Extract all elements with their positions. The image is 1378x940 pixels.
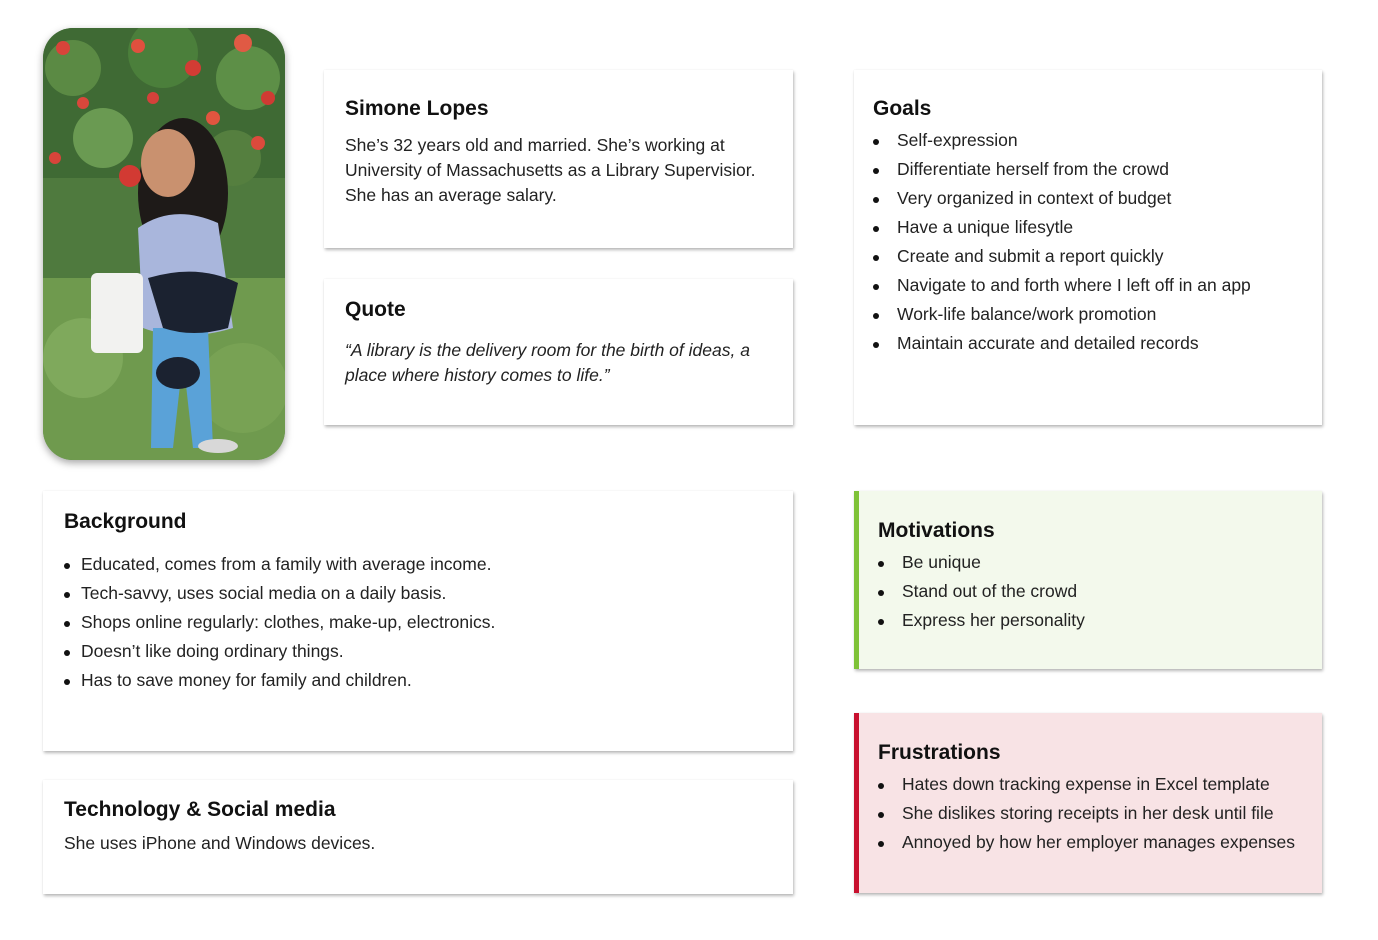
goals-card — [854, 70, 1322, 425]
background-item: Shops online regularly: clothes, make-up, electronics. — [64, 612, 773, 633]
motivations-list — [878, 552, 1312, 631]
goal-item: Have a unique lifesytle — [873, 217, 1312, 238]
technology-card — [43, 780, 793, 894]
goal-item: Maintain accurate and detailed records — [873, 333, 1312, 354]
frustration-item: Annoyed by how her employer manages expenses — [878, 832, 1314, 853]
motivations-title: Motivations — [878, 519, 995, 542]
goal-item: Differentiate herself from the crowd — [873, 159, 1312, 180]
frustrations-card — [854, 713, 1322, 893]
goals-list — [873, 130, 1312, 354]
frustration-item: She dislikes storing receipts in her desk until file — [878, 803, 1314, 824]
motivation-item: Express her personality — [878, 610, 1312, 631]
profile-card — [324, 70, 793, 248]
background-list — [64, 554, 773, 691]
quote-card — [324, 279, 793, 425]
motivation-item: Be unique — [878, 552, 1312, 573]
background-card — [43, 491, 793, 751]
frustrations-title: Frustrations — [878, 741, 1001, 764]
goals-title: Goals — [873, 97, 932, 120]
goal-item: Navigate to and forth where I left off in an app — [873, 275, 1312, 296]
persona-name: Simone Lopes — [345, 97, 489, 120]
motivation-item: Stand out of the crowd — [878, 581, 1312, 602]
persona-bio: She’s 32 years old and married. She’s working at University of Massachusetts as a Library Supervisior. She has an average salary. — [345, 135, 756, 205]
persona-photo — [43, 28, 285, 460]
quote-text: “A library is the delivery room for the birth of ideas, a place where history comes to life.” — [345, 340, 750, 385]
frustration-item: Hates down tracking expense in Excel template — [878, 774, 1314, 795]
goal-item: Self-expression — [873, 130, 1312, 151]
motivations-card — [854, 491, 1322, 669]
goal-item: Create and submit a report quickly — [873, 246, 1312, 267]
goal-item: Very organized in context of budget — [873, 188, 1312, 209]
quote-title: Quote — [345, 298, 406, 321]
goal-item: Work-life balance/work promotion — [873, 304, 1312, 325]
technology-text: She uses iPhone and Windows devices. — [64, 833, 376, 853]
persona-illustration — [43, 28, 285, 460]
background-item: Has to save money for family and children. — [64, 670, 773, 691]
background-item: Tech-savvy, uses social media on a daily basis. — [64, 583, 773, 604]
technology-title: Technology & Social media — [64, 798, 336, 821]
background-item: Educated, comes from a family with average income. — [64, 554, 773, 575]
background-item: Doesn’t like doing ordinary things. — [64, 641, 773, 662]
frustrations-list — [878, 774, 1314, 853]
background-title: Background — [64, 510, 187, 533]
